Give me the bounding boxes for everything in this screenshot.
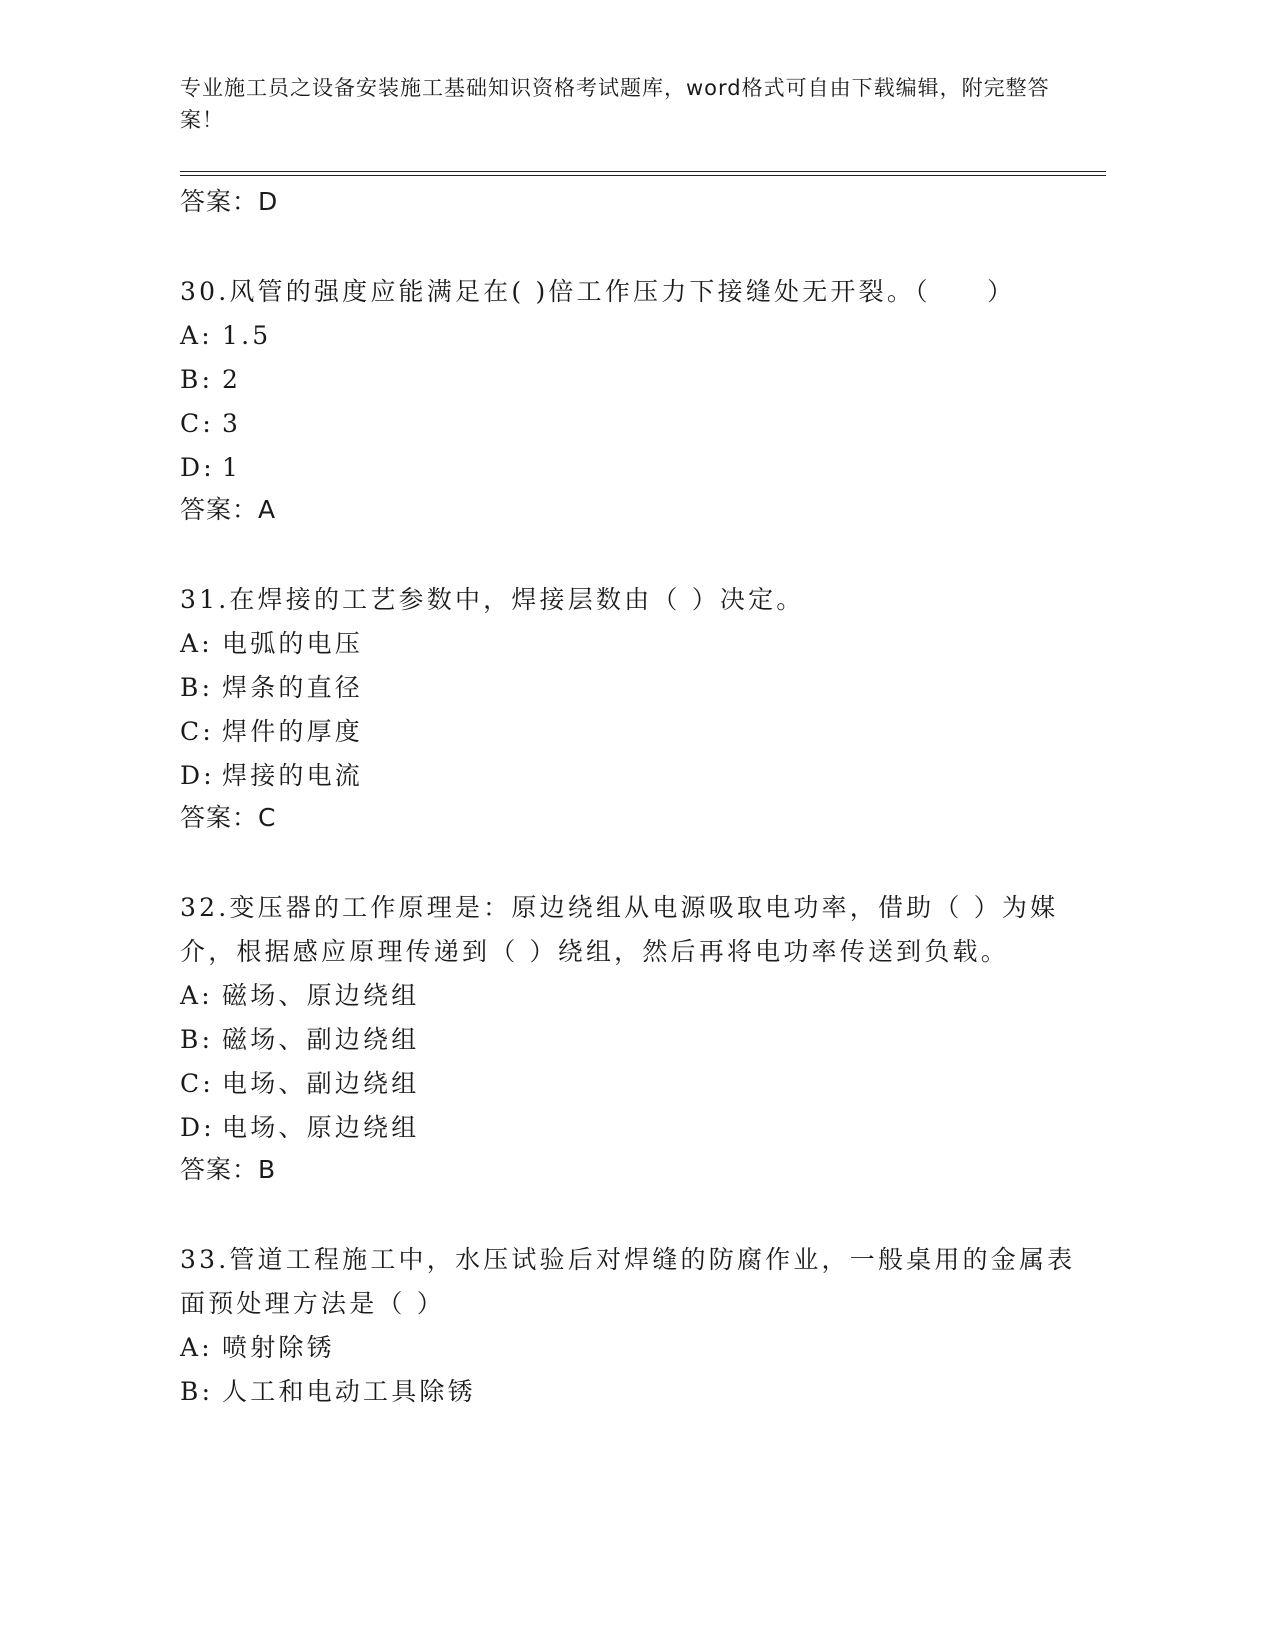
question-list — [180, 184, 1080, 1414]
option-text: 1.5 — [222, 321, 272, 350]
option-key: A: — [180, 321, 213, 350]
option-d — [180, 754, 1080, 798]
header-divider-bottom — [180, 175, 1106, 176]
option-text: 焊件的厚度 — [222, 717, 364, 746]
option-text: 电弧的电压 — [222, 629, 364, 658]
option-key: C: — [180, 1069, 214, 1098]
option-text: 电场、原边绕组 — [222, 1113, 420, 1142]
option-c — [180, 402, 1080, 446]
option-text: 3 — [222, 409, 242, 438]
question-33 — [180, 1238, 1080, 1414]
question-32 — [180, 886, 1080, 1188]
header-divider-top — [180, 171, 1106, 172]
question-text: 32.变压器的工作原理是：原边绕组从电源吸取电功率，借助（ ）为媒介，根据感应原理传递到（ ）绕组，然后再将电功率传送到负载。 — [180, 893, 1059, 966]
option-key: B: — [180, 673, 214, 702]
option-d — [180, 1106, 1080, 1150]
option-key: B: — [180, 365, 214, 394]
option-d — [180, 446, 1080, 490]
option-text: 焊条的直径 — [222, 673, 364, 702]
option-a — [180, 974, 1080, 1018]
option-key: B: — [180, 1377, 214, 1406]
answer: 答案：C — [180, 803, 277, 832]
option-text: 磁场、副边绕组 — [222, 1025, 420, 1054]
option-key: A: — [180, 981, 213, 1010]
answer: 答案：B — [180, 1155, 277, 1184]
option-b — [180, 1018, 1080, 1062]
option-text: 磁场、原边绕组 — [222, 981, 420, 1010]
answer: 答案：A — [180, 495, 277, 524]
option-c — [180, 1062, 1080, 1106]
document-header: 专业施工员之设备安装施工基础知识资格考试题库，word格式可自由下载编辑，附完整答案！ — [180, 76, 1050, 132]
previous-answer: 答案：D — [180, 187, 279, 216]
option-key: D: — [180, 761, 215, 790]
option-key: D: — [180, 1113, 215, 1142]
option-text: 喷射除锈 — [222, 1333, 335, 1362]
question-text: 30.风管的强度应能满足在( )倍工作压力下接缝处无开裂。（ ） — [180, 277, 1016, 306]
option-text: 电场、副边绕组 — [222, 1069, 420, 1098]
option-text: 人工和电动工具除锈 — [222, 1377, 476, 1406]
option-c — [180, 710, 1080, 754]
option-key: B: — [180, 1025, 214, 1054]
option-b — [180, 1370, 1080, 1414]
option-key: D: — [180, 453, 215, 482]
option-a — [180, 1326, 1080, 1370]
option-a — [180, 314, 1080, 358]
option-a — [180, 622, 1080, 666]
option-key: C: — [180, 409, 214, 438]
option-b — [180, 358, 1080, 402]
option-key: A: — [180, 1333, 213, 1362]
option-key: C: — [180, 717, 214, 746]
question-30 — [180, 270, 1080, 528]
option-b — [180, 666, 1080, 710]
option-text: 2 — [222, 365, 242, 394]
option-text: 1 — [222, 453, 242, 482]
question-text: 31.在焊接的工艺参数中，焊接层数由（ ）决定。 — [180, 585, 805, 614]
option-key: A: — [180, 629, 213, 658]
question-31 — [180, 578, 1080, 836]
question-text: 33.管道工程施工中，水压试验后对焊缝的防腐作业，一般桌用的金属表面预处理方法是（ ） — [180, 1245, 1076, 1318]
option-text: 焊接的电流 — [222, 761, 364, 790]
